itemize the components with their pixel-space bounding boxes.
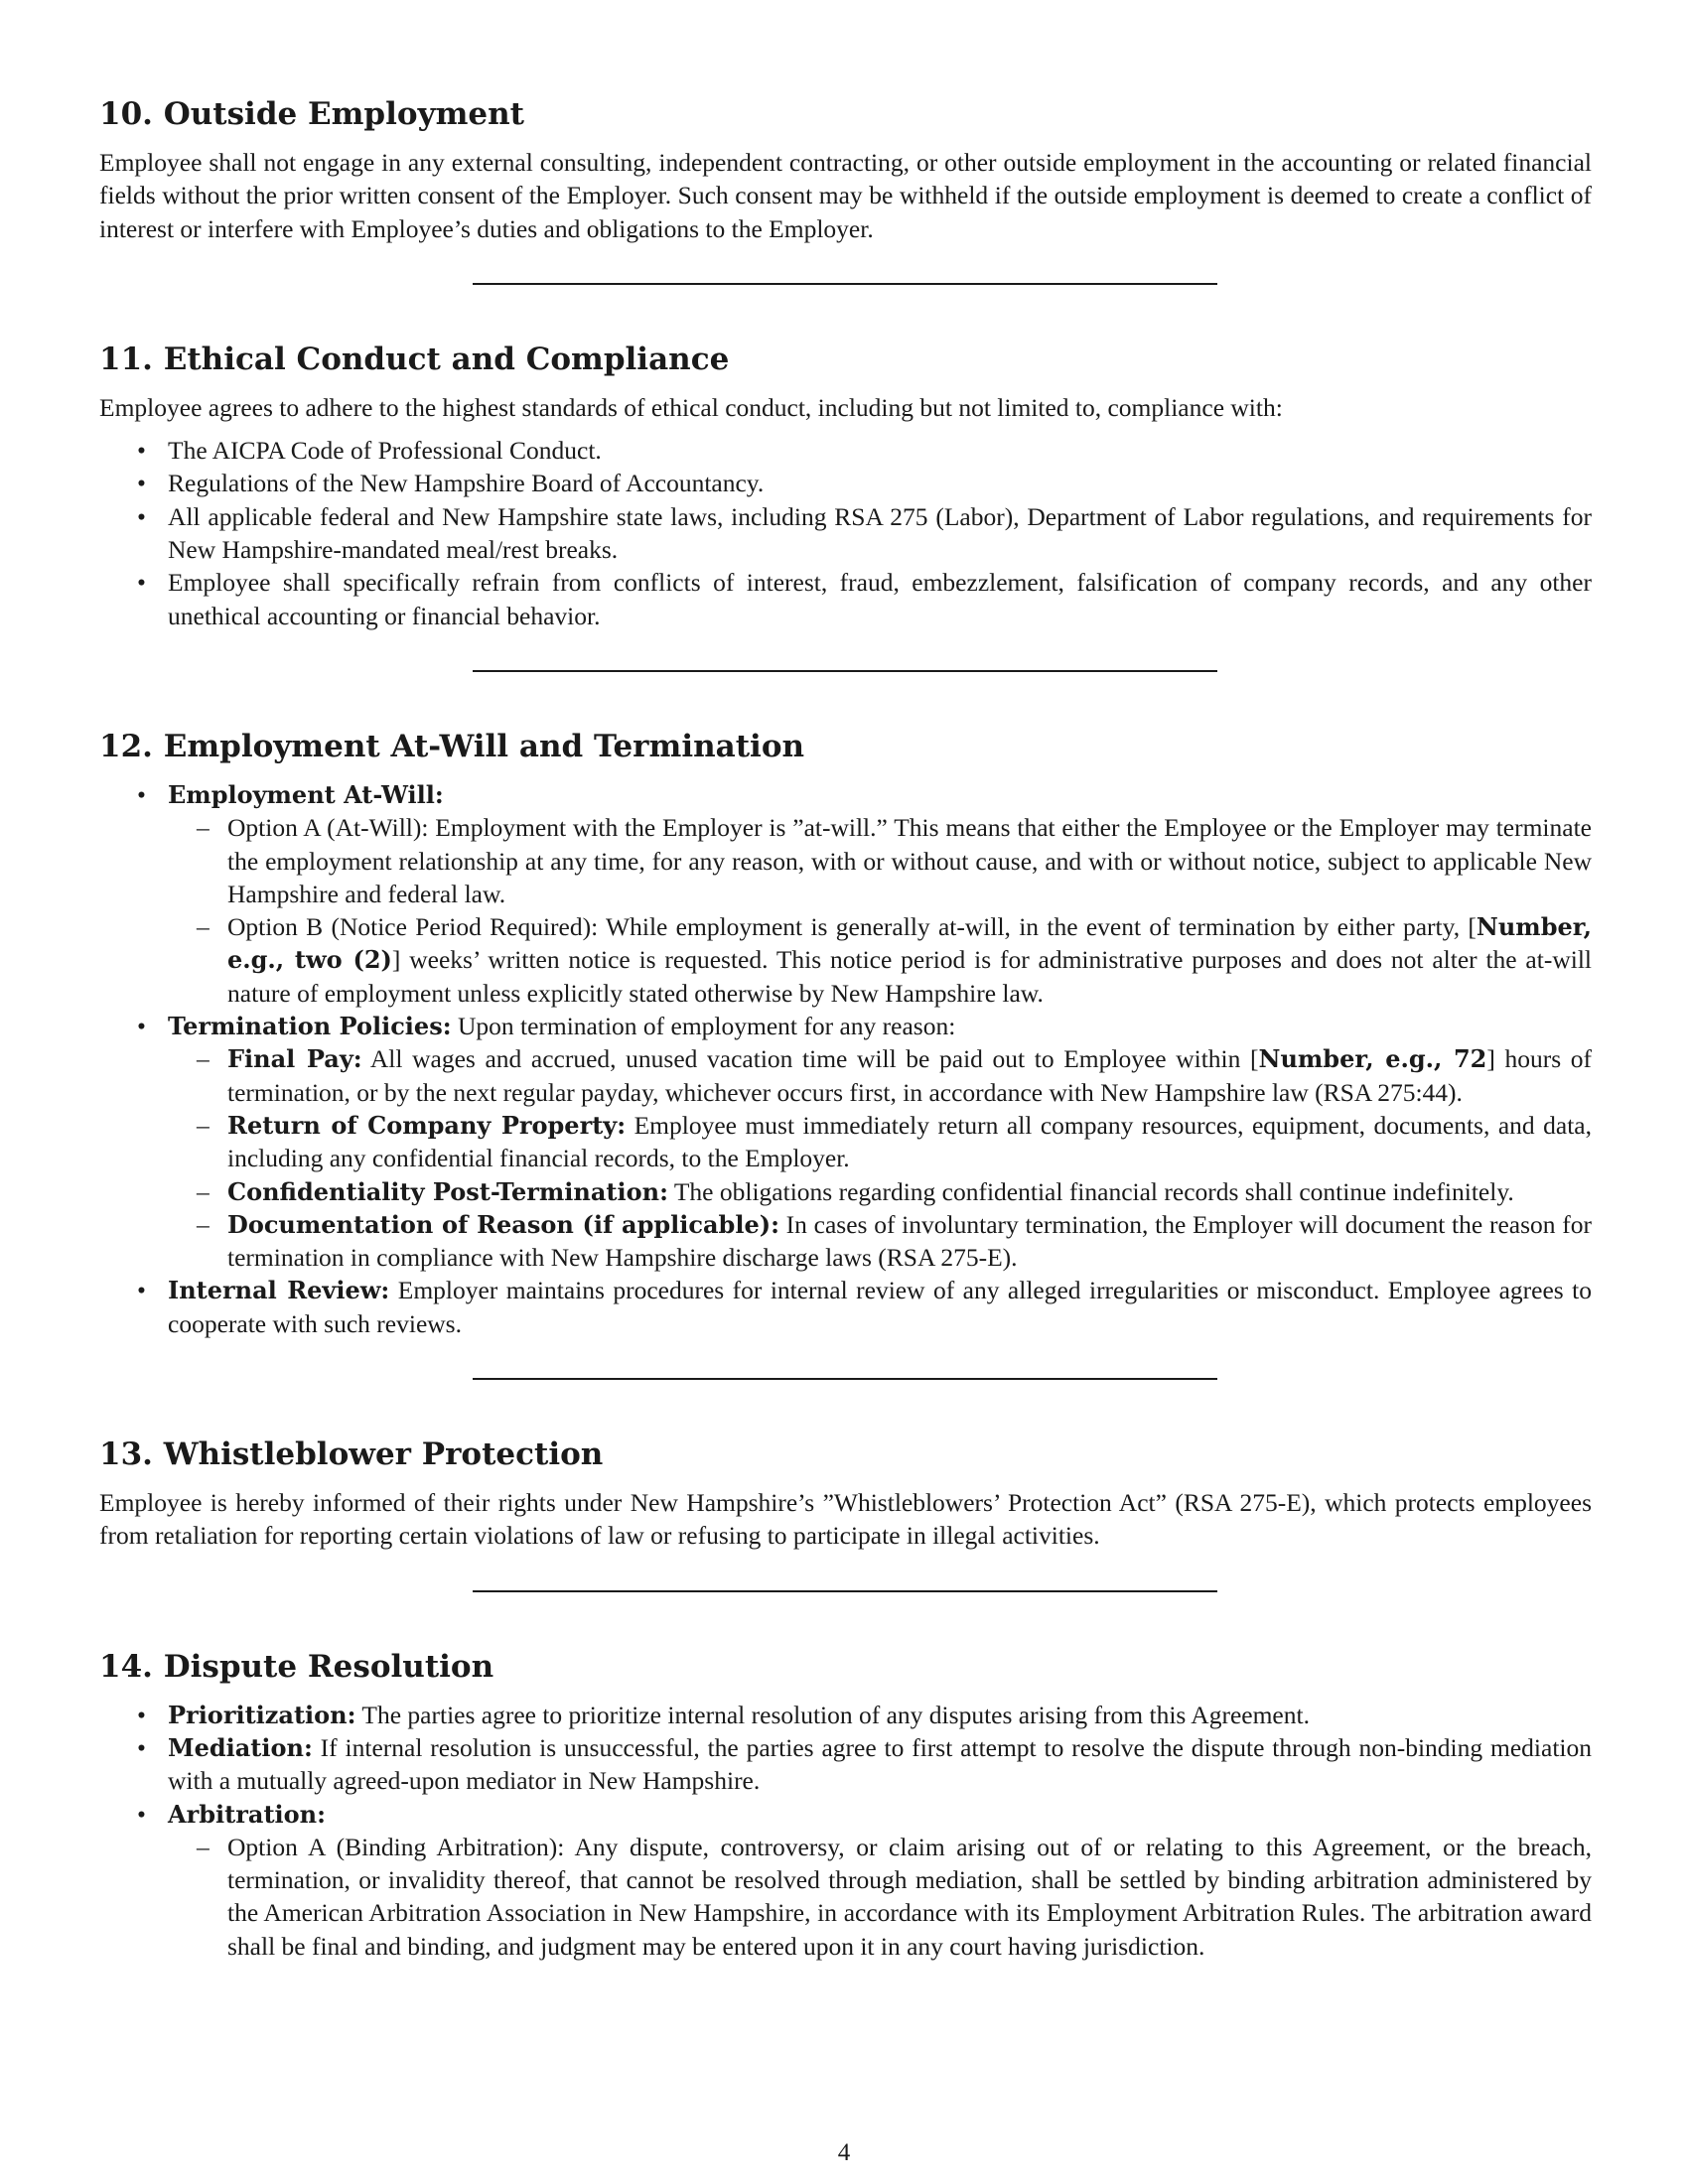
option-b-text-cont: ] weeks’ written notice is requested. This notice period is for administrative purposes and does not alter the at-will nature of employment unless explicitly stated otherwise by New Hampshire law. [227, 945, 1592, 1008]
bullet-icon: • [137, 568, 146, 598]
termination-text: Upon termination of employment for any reason: [451, 1012, 956, 1041]
internal-review-label: Internal Review: [168, 1276, 390, 1305]
list-item-text: Employee shall specifically refrain from conflicts of interest, fraud, embezzlement, falsification of company records, and any other unethical accounting or financial behavior. [168, 568, 1592, 630]
list-item-text: The AICPA Code of Professional Conduct. [168, 436, 602, 466]
bullet-icon: • [137, 1700, 146, 1729]
option-b-text: Option B (Notice Period Required): While employment is generally at-will, in the event of termination by either party, [ [227, 912, 1477, 942]
arbitration-option-a-text: Option A (Binding Arbitration): Any dispute, controversy, or claim arising out of or relating to this Agreement, or the breach, termination, or invalidity thereof, that cannot be resolved through mediation, shall be settled by binding arbitration administered by the American Arbitration Association in New Hampshire, in accordance with its Employment Arbitration Rules. The arbitration award shall be final and binding, and judgment may be entered upon it in any court having jurisdiction. [227, 1832, 1592, 1961]
section-12-heading: 12. Employment At-Will and Termination [99, 728, 805, 764]
option-a-text: Option A (At-Will): Employment with the Employer is ”at-will.” This means that either the Employee or the Employer may terminate the employment relationship at any time, for any reason, with or without cause, and with or without notice, subject to applicable New Hampshire and federal law. [227, 813, 1592, 908]
list-item [99, 566, 1592, 632]
bullet-icon: • [137, 1732, 146, 1762]
list-item [99, 467, 1592, 499]
mediation-text: If internal resolution is unsuccessful, the parties agree to first attempt to resolve the dispute through non-binding mediation with a mutually agreed-upon mediator in New Hampshire. [168, 1732, 1592, 1796]
list-item-internal-review [99, 1274, 1592, 1340]
section-divider [473, 670, 1217, 672]
sub-list-item [168, 1831, 1592, 1963]
dash-icon: – [197, 1832, 210, 1861]
dash-icon: – [197, 1110, 210, 1140]
list-item [99, 500, 1592, 567]
bullet-icon: • [137, 501, 146, 531]
section-13-heading: 13. Whistleblower Protection [99, 1436, 604, 1473]
internal-review-text: Employer maintains procedures for internal review of any alleged irregularities or misconduct. Employee agrees to cooperate with such reviews. [168, 1276, 1592, 1338]
list-item-text: Regulations of the New Hampshire Board of Accountancy. [168, 469, 765, 498]
sub-list-item [168, 910, 1592, 1010]
final-pay-text-cont: ] hours of termination, or by the next regular payday, whichever occurs first, in accordance with New Hampshire law (RSA 275:44). [227, 1044, 1593, 1107]
prioritization-label: Prioritization: [168, 1700, 356, 1729]
notice-period-placeholder: Number, e.g., two (2) [227, 912, 1592, 975]
dash-icon: – [197, 813, 210, 843]
section-10-body: Employee shall not engage in any external consulting, independent contracting, or other outside employment in the accounting or related financial fields without the prior written consent of the Employer. Such consent may be withheld if the outside employment is deemed to create a conflict of interest or interfere with Employee’s duties and obligations to the Employer. [99, 148, 1592, 243]
sub-list-item [168, 1042, 1592, 1109]
list-item-prioritization [99, 1699, 1592, 1731]
list-item-mediation [99, 1731, 1592, 1798]
section-13-body: Employee is hereby informed of their rights under New Hampshire’s ”Whistleblowers’ Protection Act” (RSA 275-E), which protects employees from retaliation for reporting certain violations of law or refusing to participate in illegal activities. [99, 1488, 1592, 1551]
bullet-icon: • [137, 1012, 146, 1041]
section-11-heading: 11. Ethical Conduct and Compliance [99, 341, 730, 377]
documentation-label: Documentation of Reason (if applicable): [227, 1209, 779, 1239]
hours-placeholder: Number, e.g., 72 [1258, 1044, 1487, 1074]
dash-icon: – [197, 1044, 210, 1074]
section-10-heading: 10. Outside Employment [99, 96, 524, 132]
termination-subitems [168, 1042, 1592, 1274]
dash-icon: – [197, 912, 210, 942]
confidentiality-text: The obligations regarding confidential financial records shall continue indefinitely. [667, 1176, 1514, 1206]
list-item [99, 434, 1592, 467]
arbitration-options [168, 1831, 1592, 1963]
documentation-text: In cases of involuntary termination, the Employer will document the reason for termination in compliance with New Hampshire discharge laws (RSA 275-E). [227, 1209, 1592, 1273]
page-number: 4 [837, 2139, 851, 2166]
bullet-icon: • [137, 1799, 146, 1829]
section-divider [473, 1378, 1217, 1380]
bullet-icon: • [137, 436, 146, 466]
arbitration-label: Arbitration: [168, 1799, 326, 1829]
dash-icon: – [197, 1209, 210, 1239]
list-item-termination-policies [99, 1010, 1592, 1274]
list-item-employment-at-will [99, 778, 1592, 1010]
termination-label: Termination Policies: [168, 1012, 452, 1041]
sub-list-item [168, 1175, 1592, 1208]
return-property-text: Employee must immediately return all company resources, equipment, documents, and data, including any confidential financial records, to the Employer. [227, 1110, 1592, 1173]
at-will-label: Employment At-Will: [168, 779, 444, 809]
section-14-list [99, 1699, 1592, 1963]
sub-list-item [168, 1208, 1592, 1275]
sub-list-item [168, 1109, 1592, 1175]
section-11-intro: Employee agrees to adhere to the highest standards of ethical conduct, including but not limited to, compliance with: [99, 392, 1283, 422]
section-divider [473, 1590, 1217, 1592]
confidentiality-label: Confidentiality Post-Termination: [227, 1176, 668, 1206]
final-pay-label: Final Pay: [227, 1044, 362, 1074]
section-12-list [99, 778, 1592, 1340]
final-pay-text: All wages and accrued, unused vacation time will be paid out to Employee within [ [361, 1044, 1259, 1074]
list-item-arbitration [99, 1798, 1592, 1963]
bullet-icon: • [137, 469, 146, 498]
section-14-heading: 14. Dispute Resolution [99, 1648, 494, 1685]
document-content [99, 94, 1592, 1963]
return-property-label: Return of Company Property: [227, 1110, 627, 1140]
mediation-label: Mediation: [168, 1732, 313, 1762]
section-11-list [99, 434, 1592, 632]
dash-icon: – [197, 1176, 210, 1206]
bullet-icon: • [137, 1276, 146, 1305]
prioritization-text: The parties agree to prioritize internal resolution of any disputes arising from this Agreement. [355, 1700, 1310, 1729]
at-will-options [168, 811, 1592, 1010]
bullet-icon: • [137, 779, 146, 809]
section-divider [473, 283, 1217, 285]
list-item-text: All applicable federal and New Hampshire state laws, including RSA 275 (Labor), Department of Labor regulations, and requirements for New Hampshire-mandated meal/rest breaks. [168, 501, 1592, 565]
sub-list-item [168, 811, 1592, 910]
